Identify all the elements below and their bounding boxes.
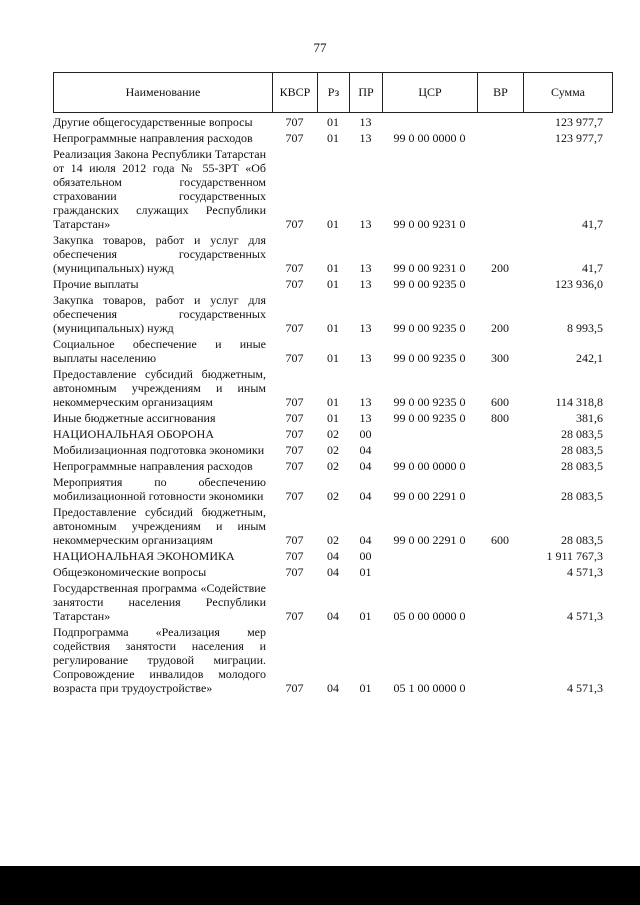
cell-sum: 28 083,5 xyxy=(561,443,603,457)
header-kvsr: КВСР xyxy=(273,73,318,112)
cell-kvsr: 707 xyxy=(285,277,304,291)
cell-rz: 04 xyxy=(327,549,339,563)
cell-csr: 99 0 00 9235 0 xyxy=(393,351,466,365)
cell-rz: 01 xyxy=(327,351,339,365)
cell-name: Предоставление субсидий бюджетным, автономным учреждениям и иным некоммерческим организациям xyxy=(53,367,266,409)
cell-pr: 13 xyxy=(359,261,372,275)
cell-rz: 01 xyxy=(327,115,339,129)
cell-kvsr: 707 xyxy=(285,261,304,275)
cell-kvsr: 707 xyxy=(285,411,304,425)
cell-name: Непрограммные направления расходов xyxy=(53,131,253,145)
table-row xyxy=(53,277,613,291)
cell-sum: 41,7 xyxy=(582,261,603,275)
cell-csr: 05 1 00 0000 0 xyxy=(393,681,466,695)
table-row xyxy=(53,293,613,335)
cell-pr: 13 xyxy=(359,411,372,425)
cell-name: Другие общегосударственные вопросы xyxy=(53,115,253,129)
cell-sum: 28 083,5 xyxy=(561,459,603,473)
cell-rz: 04 xyxy=(327,681,339,695)
cell-vr: 600 xyxy=(491,533,509,547)
table-row xyxy=(53,565,613,579)
cell-kvsr: 707 xyxy=(285,131,304,145)
cell-vr: 800 xyxy=(491,411,509,425)
cell-csr: 99 0 00 2291 0 xyxy=(393,489,466,503)
cell-sum: 41,7 xyxy=(582,217,603,231)
header-rz: Рз xyxy=(318,73,350,112)
cell-vr: 600 xyxy=(491,395,509,409)
cell-sum: 28 083,5 xyxy=(561,533,603,547)
table-row xyxy=(53,337,613,365)
cell-sum: 114 318,8 xyxy=(555,395,603,409)
table-row xyxy=(53,115,613,129)
cell-kvsr: 707 xyxy=(285,459,304,473)
cell-sum: 123 936,0 xyxy=(555,277,603,291)
cell-pr: 13 xyxy=(359,115,372,129)
cell-csr: 99 0 00 9231 0 xyxy=(393,217,466,231)
cell-csr: 99 0 00 9231 0 xyxy=(393,261,466,275)
table-row xyxy=(53,549,613,563)
cell-pr: 04 xyxy=(359,533,372,547)
cell-sum: 28 083,5 xyxy=(561,427,603,441)
cell-kvsr: 707 xyxy=(285,565,304,579)
cell-csr: 99 0 00 9235 0 xyxy=(393,395,466,409)
cell-pr: 13 xyxy=(359,351,372,365)
header-sum: Сумма xyxy=(551,85,585,99)
cell-rz: 01 xyxy=(327,277,339,291)
table-row xyxy=(53,131,613,145)
cell-rz: 04 xyxy=(327,609,339,623)
header-pr: ПР xyxy=(350,73,383,112)
cell-pr: 00 xyxy=(359,427,372,441)
cell-rz: 02 xyxy=(327,427,339,441)
cell-name: Реализация Закона Республики Татарстан от 14 июля 2012 года № 55-ЗРТ «Об обязательном государственном страховании государственных гражданских служащих Республики Татарстан» xyxy=(53,147,266,231)
cell-name: Прочие выплаты xyxy=(53,277,139,291)
cell-kvsr: 707 xyxy=(285,609,304,623)
cell-sum: 4 571,3 xyxy=(567,681,603,695)
cell-pr: 13 xyxy=(359,395,372,409)
cell-rz: 01 xyxy=(327,131,339,145)
page-number: 77 xyxy=(313,40,327,55)
cell-csr: 99 0 00 2291 0 xyxy=(393,533,466,547)
cell-sum: 1 911 767,3 xyxy=(546,549,603,563)
cell-kvsr: 707 xyxy=(285,217,304,231)
cell-name: Социальное обеспечение и иные выплаты населению xyxy=(53,337,266,365)
cell-pr: 01 xyxy=(359,681,372,695)
table-row xyxy=(53,443,613,457)
header-csr: ЦСР xyxy=(383,73,478,112)
cell-kvsr: 707 xyxy=(285,321,304,335)
cell-vr: 300 xyxy=(491,351,509,365)
cell-kvsr: 707 xyxy=(285,443,304,457)
cell-name: НАЦИОНАЛЬНАЯ ЭКОНОМИКА xyxy=(53,549,235,563)
cell-rz: 02 xyxy=(327,489,339,503)
cell-pr: 13 xyxy=(359,131,372,145)
cell-name: Государственная программа «Содействие занятости населения Республики Татарстан» xyxy=(53,581,266,623)
cell-pr: 04 xyxy=(359,489,372,503)
cell-kvsr: 707 xyxy=(285,489,304,503)
cell-rz: 01 xyxy=(327,395,339,409)
cell-sum: 28 083,5 xyxy=(561,489,603,503)
cell-rz: 02 xyxy=(327,443,339,457)
cell-pr: 01 xyxy=(359,565,372,579)
cell-name: Мероприятия по обеспечению мобилизационной готовности экономики xyxy=(53,475,266,503)
table-row xyxy=(53,625,613,695)
cell-name: Непрограммные направления расходов xyxy=(53,459,253,473)
cell-vr: 200 xyxy=(491,321,509,335)
cell-name: НАЦИОНАЛЬНАЯ ОБОРОНА xyxy=(53,427,214,441)
cell-pr: 13 xyxy=(359,321,372,335)
cell-rz: 01 xyxy=(327,321,339,335)
cell-rz: 02 xyxy=(327,459,339,473)
cell-kvsr: 707 xyxy=(285,549,304,563)
cell-sum: 123 977,7 xyxy=(555,131,603,145)
cell-pr: 04 xyxy=(359,459,372,473)
cell-pr: 01 xyxy=(359,609,372,623)
cell-pr: 04 xyxy=(359,443,372,457)
cell-name: Закупка товаров, работ и услуг для обеспечения государственных (муниципальных) нужд xyxy=(53,293,266,335)
cell-name: Подпрограмма «Реализация мер содействия занятости населения и регулирование трудовой миграции. Сопровождение инвалидов молодого возраста при трудоустройстве» xyxy=(53,625,266,695)
header-vr: ВР xyxy=(478,73,524,112)
cell-csr: 99 0 00 0000 0 xyxy=(393,131,466,145)
cell-name: Предоставление субсидий бюджетным, автономным учреждениям и иным некоммерческим организациям xyxy=(53,505,266,547)
cell-sum: 8 993,5 xyxy=(567,321,603,335)
cell-kvsr: 707 xyxy=(285,115,304,129)
cell-rz: 01 xyxy=(327,217,339,231)
cell-rz: 01 xyxy=(327,261,339,275)
cell-name: Закупка товаров, работ и услуг для обеспечения государственных (муниципальных) нужд xyxy=(53,233,266,275)
cell-rz: 02 xyxy=(327,533,339,547)
cell-name: Иные бюджетные ассигнования xyxy=(53,411,216,425)
cell-sum: 4 571,3 xyxy=(567,609,603,623)
scan-edge-bar xyxy=(0,866,640,905)
table-row xyxy=(53,411,613,425)
cell-kvsr: 707 xyxy=(285,681,304,695)
table-header xyxy=(53,72,613,113)
table-body xyxy=(53,115,613,697)
cell-kvsr: 707 xyxy=(285,427,304,441)
cell-kvsr: 707 xyxy=(285,395,304,409)
cell-name: Мобилизационная подготовка экономики xyxy=(53,443,265,457)
cell-sum: 4 571,3 xyxy=(567,565,603,579)
table-row xyxy=(53,581,613,623)
cell-sum: 123 977,7 xyxy=(555,115,603,129)
cell-vr: 200 xyxy=(491,261,509,275)
cell-kvsr: 707 xyxy=(285,533,304,547)
cell-pr: 13 xyxy=(359,277,372,291)
cell-csr: 05 0 00 0000 0 xyxy=(393,609,466,623)
header-name: Наименование xyxy=(54,73,273,112)
cell-sum: 242,1 xyxy=(576,351,603,365)
table-row xyxy=(53,427,613,441)
cell-csr: 99 0 00 9235 0 xyxy=(393,411,466,425)
table-row xyxy=(53,459,613,473)
cell-pr: 00 xyxy=(359,549,372,563)
cell-csr: 99 0 00 9235 0 xyxy=(393,321,466,335)
cell-name: Общеэкономические вопросы xyxy=(53,565,207,579)
table-row xyxy=(53,367,613,409)
table-row xyxy=(53,147,613,231)
cell-kvsr: 707 xyxy=(285,351,304,365)
cell-rz: 01 xyxy=(327,411,339,425)
table-row xyxy=(53,475,613,503)
table-row xyxy=(53,233,613,275)
table-row xyxy=(53,505,613,547)
cell-pr: 13 xyxy=(359,217,372,231)
cell-csr: 99 0 00 0000 0 xyxy=(393,459,466,473)
cell-rz: 04 xyxy=(327,565,339,579)
cell-csr: 99 0 00 9235 0 xyxy=(393,277,466,291)
cell-sum: 381,6 xyxy=(576,411,603,425)
